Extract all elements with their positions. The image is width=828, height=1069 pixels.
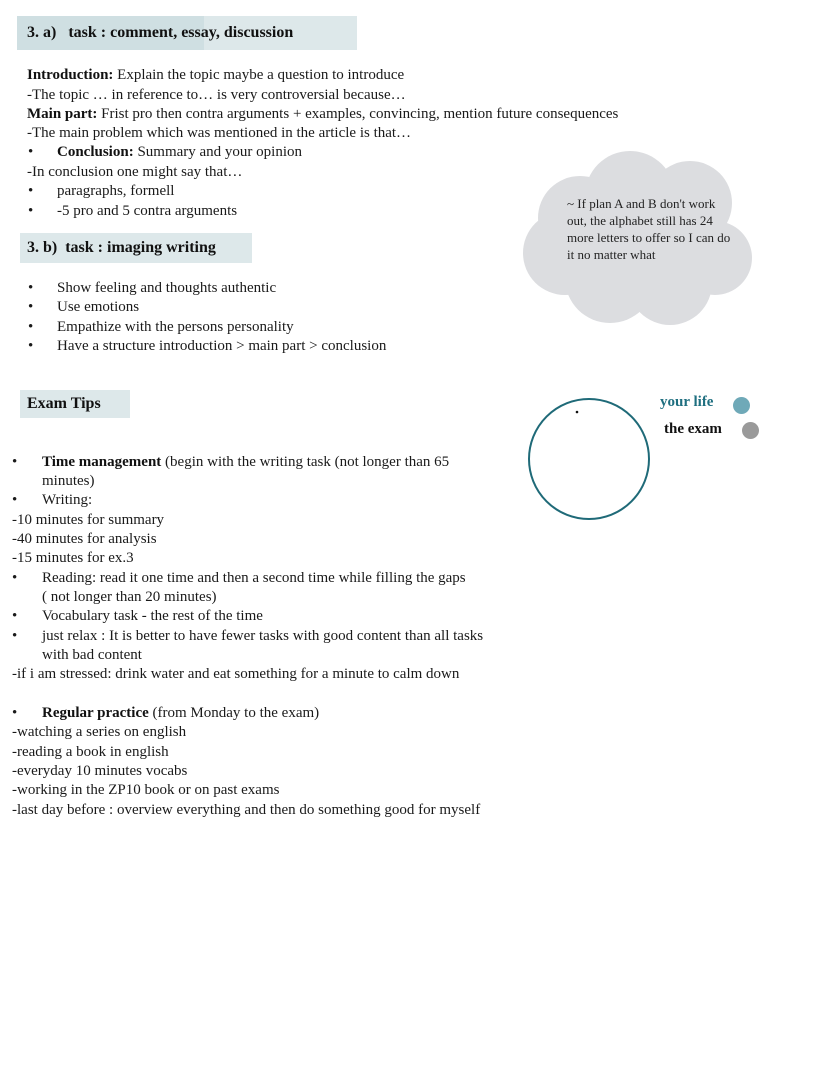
bullet-icon: • [28, 319, 34, 335]
exam-tips-heading: Exam Tips [20, 390, 130, 418]
conclusion-line: Conclusion: Summary and your opinion [57, 144, 303, 160]
bullet-icon: • [28, 183, 34, 199]
legend-the-exam-swatch [742, 422, 759, 439]
legend-your-life-swatch [733, 397, 750, 414]
list-item: -working in the ZP10 book or on past exams [12, 782, 280, 798]
relax-cont: with bad content [42, 647, 142, 663]
list-item: Have a structure introduction > main part > conclusion [57, 338, 387, 354]
list-item: Show feeling and thoughts authentic [57, 280, 277, 296]
section-a-heading: 3. a) task : comment, essay, discussion [17, 16, 357, 50]
main-phrase: -The main problem which was mentioned in the article is that… [27, 125, 412, 141]
conclusion-phrase: -In conclusion one might say that… [27, 164, 243, 180]
list-item: paragraphs, formell [57, 183, 175, 199]
relax-line: just relax : It is better to have fewer tasks with good content than all tasks [42, 628, 484, 644]
bullet-icon: • [12, 570, 18, 586]
bullet-icon: • [12, 454, 18, 470]
list-item: -watching a series on english [12, 724, 187, 740]
vocab-line: Vocabulary task - the rest of the time [42, 608, 263, 624]
time-management-cont: minutes) [42, 473, 95, 489]
list-item: Empathize with the persons personality [57, 319, 294, 335]
list-item: -reading a book in english [12, 744, 169, 760]
list-item: Use emotions [57, 299, 140, 315]
intro-phrase: -The topic … in reference to… is very controversial because… [27, 87, 406, 103]
bullet-icon: • [12, 628, 18, 644]
reading-line: Reading: read it one time and then a second time while filling the gaps [42, 570, 466, 586]
practice-line: Regular practice (from Monday to the exam) [42, 705, 320, 721]
section-b-heading: 3. b) task : imaging writing [20, 233, 252, 263]
bullet-icon: • [28, 203, 34, 219]
list-item: -last day before : overview everything and then do something good for myself [12, 802, 481, 818]
list-item: -15 minutes for ex.3 [12, 550, 134, 566]
bullet-icon: • [12, 492, 18, 508]
time-management-line: Time management (begin with the writing task (not longer than 65 [42, 454, 450, 470]
cloud-quote: ~ If plan A and B don't work out, the alphabet still has 24 more letters to offer so I can do it no matter what [567, 196, 731, 262]
the-exam-dot [576, 411, 579, 414]
bullet-icon: • [28, 280, 34, 296]
legend-the-exam: the exam [664, 421, 722, 437]
bullet-icon: • [12, 705, 18, 721]
reading-cont: ( not longer than 20 minutes) [42, 589, 217, 605]
stressed-line: -if i am stressed: drink water and eat something for a minute to calm down [12, 666, 460, 682]
list-item: -10 minutes for summary [12, 512, 165, 528]
bullet-icon: • [12, 608, 18, 624]
writing-line: Writing: [42, 492, 93, 508]
legend-your-life: your life [660, 394, 714, 410]
list-item: -40 minutes for analysis [12, 531, 157, 547]
main-part-line: Main part: Frist pro then contra arguments + examples, convincing, mention future consequences [27, 106, 619, 122]
your-life-circle [529, 399, 649, 519]
intro-line: Introduction: Explain the topic maybe a question to introduce [27, 67, 405, 83]
bullet-icon: • [28, 338, 34, 354]
list-item: -everyday 10 minutes vocabs [12, 763, 188, 779]
bullet-icon: • [28, 299, 34, 315]
exam-circle-diagram [525, 395, 655, 525]
list-item: -5 pro and 5 contra arguments [57, 203, 238, 219]
bullet-icon: • [28, 144, 34, 160]
